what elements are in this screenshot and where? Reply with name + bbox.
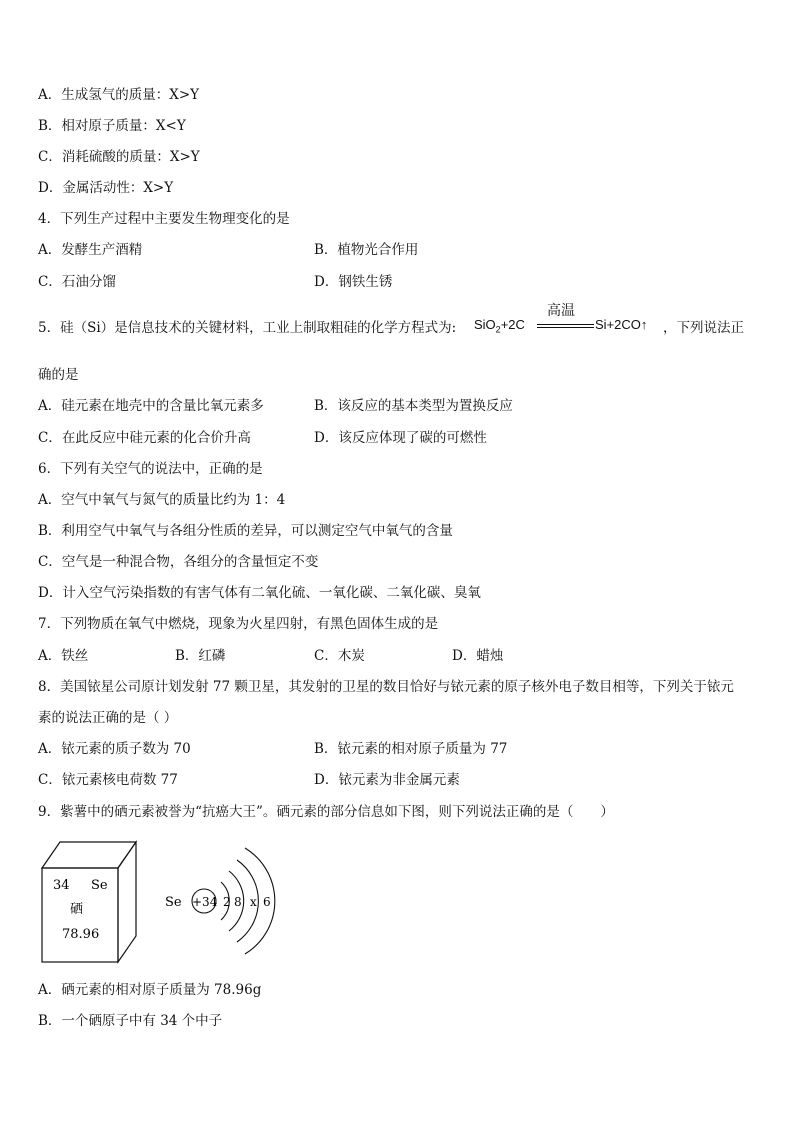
q5-equation-right: Si+2CO↑ <box>595 317 648 332</box>
q5-option-d: D．该反应体现了碳的可燃性 <box>314 430 487 446</box>
q6-option-b: B．利用空气中氧气与各组分性质的差异，可以测定空气中氧气的含量 <box>38 523 453 539</box>
q5-option-b: B．该反应的基本类型为置换反应 <box>314 398 513 414</box>
q4-option-a: A．发酵生产酒精 <box>38 242 143 258</box>
q5-stem-prefix: 5．硅（Si）是信息技术的关键材料，工业上制取粗硅的化学方程式为: <box>38 320 457 336</box>
shell-2-electrons: 8 <box>234 895 242 909</box>
q8-stem-line2: 素的说法正确的是（ ） <box>38 710 178 726</box>
q5-option-c: C．在此反应中硅元素的化合价升高 <box>38 430 251 446</box>
shell-3-electrons: x <box>250 895 257 909</box>
q8-option-d: D．铱元素为非金属元素 <box>314 772 460 788</box>
q9-stem: 9．紫薯中的硒元素被誉为“抗癌大王”。硒元素的部分信息如下图，则下列说法正确的是（ ） <box>38 804 614 820</box>
q5-option-a: A．硅元素在地壳中的含量比氧元素多 <box>38 398 264 414</box>
element-cube <box>42 842 136 962</box>
element-atomic-mass: 78.96 <box>62 927 100 942</box>
q5-stem-suffix: ，下列说法正 <box>663 320 744 336</box>
q6-stem: 6．下列有关空气的说法中，正确的是 <box>38 461 263 477</box>
cube-side-face <box>118 842 136 962</box>
q9-option-a: A．硒元素的相对原子质量为 78.96g <box>38 982 262 998</box>
q5-stem-line2: 确的是 <box>38 367 79 383</box>
q5-equals-sign <box>537 324 594 328</box>
q3-option-b: B．相对原子质量：X<Y <box>38 118 186 134</box>
element-symbol: Se <box>91 878 108 893</box>
shell-4-electrons: 6 <box>263 895 271 909</box>
q7-option-b: B．红磷 <box>175 648 226 664</box>
q7-option-d: D．蜡烛 <box>452 648 504 664</box>
q8-option-b: B．铱元素的相对原子质量为 77 <box>314 741 508 757</box>
q7-stem: 7．下列物质在氧气中燃烧，现象为火星四射，有黑色固体生成的是 <box>38 616 439 632</box>
nucleus-charge: +34 <box>192 895 218 909</box>
q5-equation-left: SiO$_2$+2C <box>474 317 525 335</box>
q8-option-c: C．铱元素核电荷数 77 <box>38 772 178 788</box>
q3-option-a: A．生成氢气的质量：X>Y <box>38 87 200 103</box>
q8-stem-line1: 8．美国铱星公司原计划发射 77 颗卫星，其发射的卫星的数目恰好与铱元素的原子核外电子数目相等，下列关于铱元 <box>38 679 734 695</box>
cube-top-face <box>42 842 136 868</box>
q8-option-a: A．铱元素的质子数为 70 <box>38 741 191 757</box>
atom-structure-diagram <box>165 848 275 954</box>
q6-option-c: C．空气是一种混合物，各组分的含量恒定不变 <box>38 554 319 570</box>
q4-stem: 4．下列生产过程中主要发生物理变化的是 <box>38 211 290 227</box>
q6-option-a: A．空气中氧气与氮气的质量比约为 1：4 <box>38 492 286 508</box>
q4-option-b: B．植物光合作用 <box>314 242 419 258</box>
q9-option-b: B．一个硒原子中有 34 个中子 <box>38 1013 223 1029</box>
atom-symbol: Se <box>165 895 182 910</box>
q4-option-c: C．石油分馏 <box>38 274 116 290</box>
q3-option-c: C．消耗硫酸的质量：X>Y <box>38 149 200 165</box>
q4-option-d: D．钢铁生锈 <box>314 274 393 290</box>
element-name: 硒 <box>70 902 84 917</box>
q7-option-a: A．铁丝 <box>38 648 89 664</box>
q6-option-d: D．计入空气污染指数的有害气体有二氧化硫、一氧化碳、二氧化碳、臭氧 <box>38 585 481 601</box>
shell-1-electrons: 2 <box>223 895 231 909</box>
q3-option-d: D．金属活动性：X>Y <box>38 180 174 196</box>
selenium-figure <box>38 838 278 968</box>
q5-reaction-condition: 高温 <box>547 303 575 319</box>
q7-option-c: C．木炭 <box>314 648 365 664</box>
element-atomic-number: 34 <box>53 878 70 893</box>
